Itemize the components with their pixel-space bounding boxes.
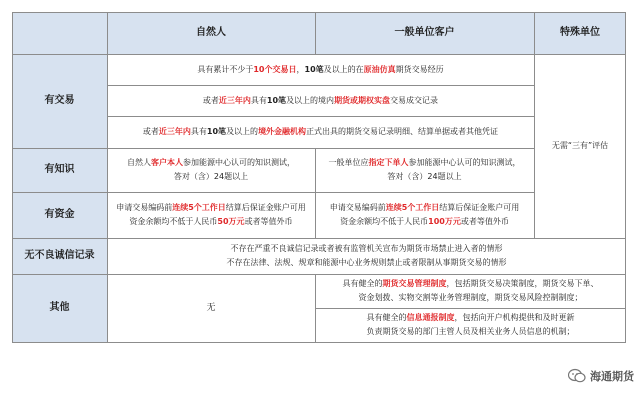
border-bottom [12, 342, 626, 343]
line-trading-1 [107, 85, 534, 86]
header-natural-person: 自然人 [107, 12, 315, 54]
header-general-corporate: 一般单位客户 [315, 12, 534, 54]
line-knowledge-bottom [12, 192, 534, 193]
line-col1 [107, 12, 108, 343]
border-right [625, 12, 626, 343]
line-trading-bottom [12, 148, 534, 149]
line-other-split [315, 308, 626, 309]
row-label-other: 其他 [12, 274, 107, 342]
row-label-capital: 有资金 [12, 192, 107, 238]
trading-condition-3: 或者近三年内具有10笔及以上的境外金融机构正式出具的期货交易记录明细、结算单据或者其他凭证 [142, 127, 499, 136]
line-col2-header [315, 12, 316, 54]
header-special-unit: 特殊单位 [534, 12, 626, 54]
other-natural-person: 无 [206, 303, 216, 313]
capital-natural-person: 申请交易编码前连续5个工作日结算后保证金账户可用 资金余额均不低于人民币50万元或者等值外币 [116, 203, 306, 226]
watermark [534, 364, 634, 388]
trading-condition-2: 或者近三年内具有10笔及以上的境内期货或期权实盘交易成交记录 [202, 95, 439, 105]
line-col2-other [315, 274, 316, 342]
border-left [12, 12, 13, 343]
knowledge-general-corporate: 一般单位应指定下单人参加能源中心认可的知识测试， 答对（含）24题以上 [328, 158, 521, 181]
trading-condition-1: 具有累计不少于10个交易日，10笔及以上的在原油仿真期货交易经历 [197, 64, 444, 74]
other-corporate-condition-1: 具有健全的期货交易管理制度，包括期货交易决策制度，期货交易下单、 资金划拨、实物交割等业务管理制度，期货交易风险控制制度； [342, 279, 599, 302]
header-blank [12, 12, 107, 54]
line-trading-2 [107, 116, 534, 117]
capital-general-corporate: 申请交易编码前连续5个工作日结算后保证金账户可用 资金余额均不低于人民币100万元或者等值外币 [329, 203, 520, 226]
row-label-credit: 无不良诚信记录 [12, 238, 107, 274]
knowledge-natural-person: 自然人客户本人参加能源中心认可的知识测试， 答对（含）24题以上 [127, 158, 295, 181]
watermark-text: 海通期货 [590, 370, 634, 383]
line-capital-bottom [12, 238, 626, 239]
row-label-knowledge: 有知识 [12, 148, 107, 192]
special-unit-note: 无需“三有”评估 [551, 141, 609, 150]
credit-conditions: 不存在严重不良诚信记录或者被有监管机关宣布为期货市场禁止进入者的情形 不存在法律、法规、规章和能源中心业务规则禁止或者限制从事期货交易的情形 [226, 244, 507, 267]
row-label-trading: 有交易 [12, 54, 107, 148]
line-col2-mid [315, 148, 316, 238]
chat-bubble-icon [568, 368, 586, 384]
line-col3 [534, 12, 535, 238]
other-corporate-condition-2: 具有健全的信息通报制度，包括向开户机构提供和及时更新 负责期货交易的部门主管人员及相关业务人员信息的机制； [366, 313, 575, 336]
line-credit-bottom [12, 274, 626, 275]
